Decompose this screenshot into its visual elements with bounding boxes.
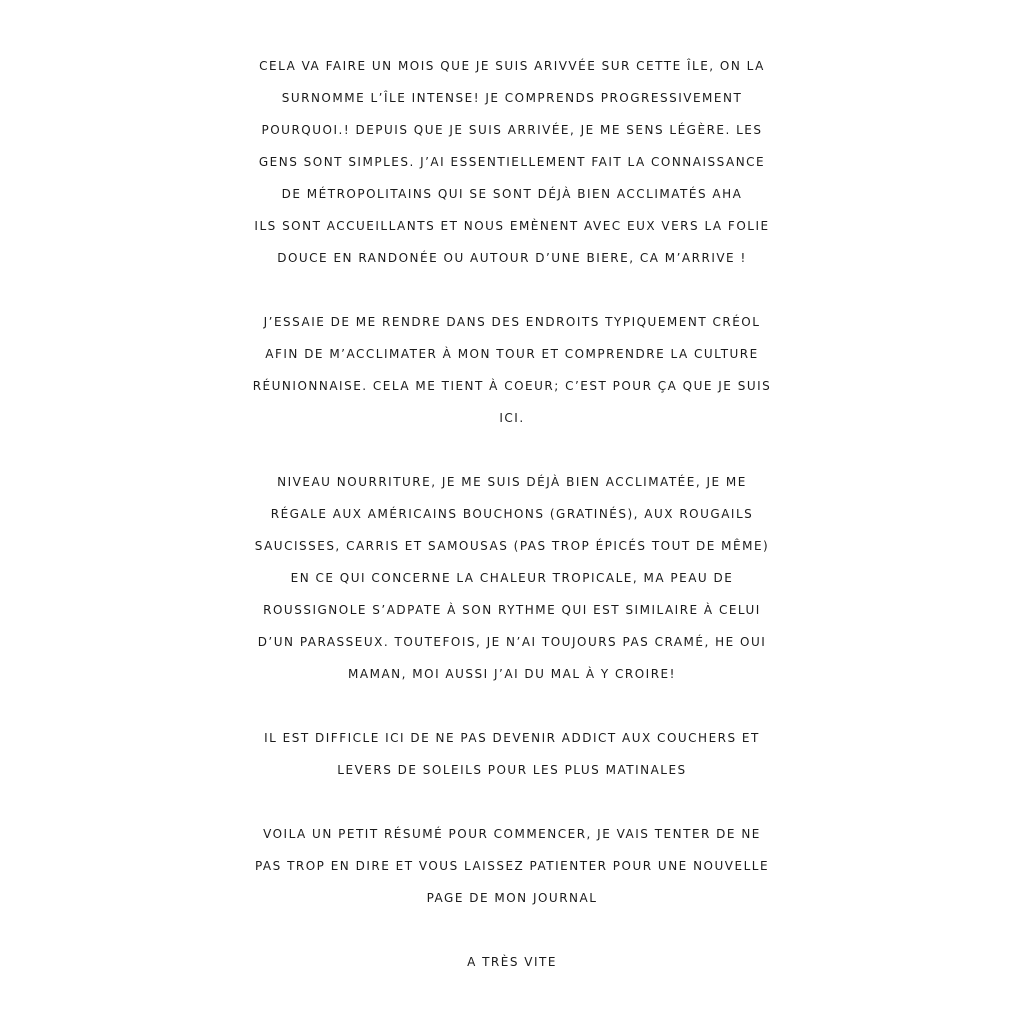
text-line: ICI. — [499, 411, 525, 425]
text-line: SURNOMME L’ÎLE INTENSE! JE COMPRENDS PROGRESSIVEMENT — [281, 91, 743, 105]
text-line: ILS SONT ACCUEILLANTS ET NOUS EMÈNENT AVEC EUX VERS LA FOLIE — [254, 219, 770, 233]
text-line: PAGE DE MON JOURNAL — [426, 891, 598, 905]
paragraph-spacer — [0, 690, 1024, 722]
paragraph-sunsets — [0, 722, 1024, 786]
text-line: CELA VA FAIRE UN MOIS QUE JE SUIS ARIVVÉE SUR CETTE ÎLE, ON LA — [259, 59, 765, 73]
text-line: DOUCE EN RANDONÉE OU AUTOUR D’UNE BIERE, CA M’ARRIVE ! — [277, 251, 747, 265]
text-line: SAUCISSES, CARRIS ET SAMOUSAS (PAS TROP ÉPICÉS TOUT DE MÊME) — [254, 539, 770, 553]
paragraph-spacer — [0, 274, 1024, 306]
text-line: IL EST DIFFICLE ICI DE NE PAS DEVENIR ADDICT AUX COUCHERS ET — [264, 731, 760, 745]
text-line: ROUSSIGNOLE S’ADPATE À SON RYTHME QUI EST SIMILAIRE À CELUI — [263, 603, 761, 617]
text-line: D’UN PARASSEUX. TOUTEFOIS, JE N’AI TOUJOURS PAS CRAMÉ, HE OUI — [257, 635, 767, 649]
paragraph-food — [0, 466, 1024, 690]
paragraph-spacer — [0, 434, 1024, 466]
text-line: EN CE QUI CONCERNE LA CHALEUR TROPICALE, MA PEAU DE — [290, 571, 734, 585]
text-line: POURQUOI.! DEPUIS QUE JE SUIS ARRIVÉE, JE ME SENS LÉGÈRE. LES — [261, 123, 763, 137]
paragraph-culture — [0, 306, 1024, 434]
text-line: AFIN DE M’ACCLIMATER À MON TOUR ET COMPRENDRE LA CULTURE — [265, 347, 759, 361]
text-line: MAMAN, MOI AUSSI J’AI DU MAL À Y CROIRE! — [348, 667, 676, 681]
paragraph-arrival — [0, 50, 1024, 274]
paragraph-summary — [0, 818, 1024, 914]
text-line: NIVEAU NOURRITURE, JE ME SUIS DÉJÀ BIEN ACCLIMATÉE, JE ME — [277, 475, 747, 489]
text-line: RÉGALE AUX AMÉRICAINS BOUCHONS (GRATINÉS), AUX ROUGAILS — [270, 507, 754, 521]
paragraph-spacer — [0, 786, 1024, 818]
paragraph-spacer — [0, 914, 1024, 946]
signoff-line: A TRÈS VITE — [467, 955, 557, 969]
text-line: VOILA UN PETIT RÉSUMÉ POUR COMMENCER, JE VAIS TENTER DE NE — [263, 827, 761, 841]
text-line: PAS TROP EN DIRE ET VOUS LAISSEZ PATIENTER POUR UNE NOUVELLE — [254, 859, 770, 873]
text-line: DE MÉTROPOLITAINS QUI SE SONT DÉJÀ BIEN ACCLIMATÉS AHA — [281, 187, 743, 201]
text-line: J’ESSAIE DE ME RENDRE DANS DES ENDROITS TYPIQUEMENT CRÉOL — [263, 315, 761, 329]
paragraph-signoff — [0, 946, 1024, 978]
text-line: RÉUNIONNAISE. CELA ME TIENT À COEUR; C’EST POUR ÇA QUE JE SUIS — [252, 379, 772, 393]
text-line: GENS SONT SIMPLES. J’AI ESSENTIELLEMENT FAIT LA CONNAISSANCE — [258, 155, 766, 169]
text-line: LEVERS DE SOLEILS POUR LES PLUS MATINALES — [337, 763, 687, 777]
